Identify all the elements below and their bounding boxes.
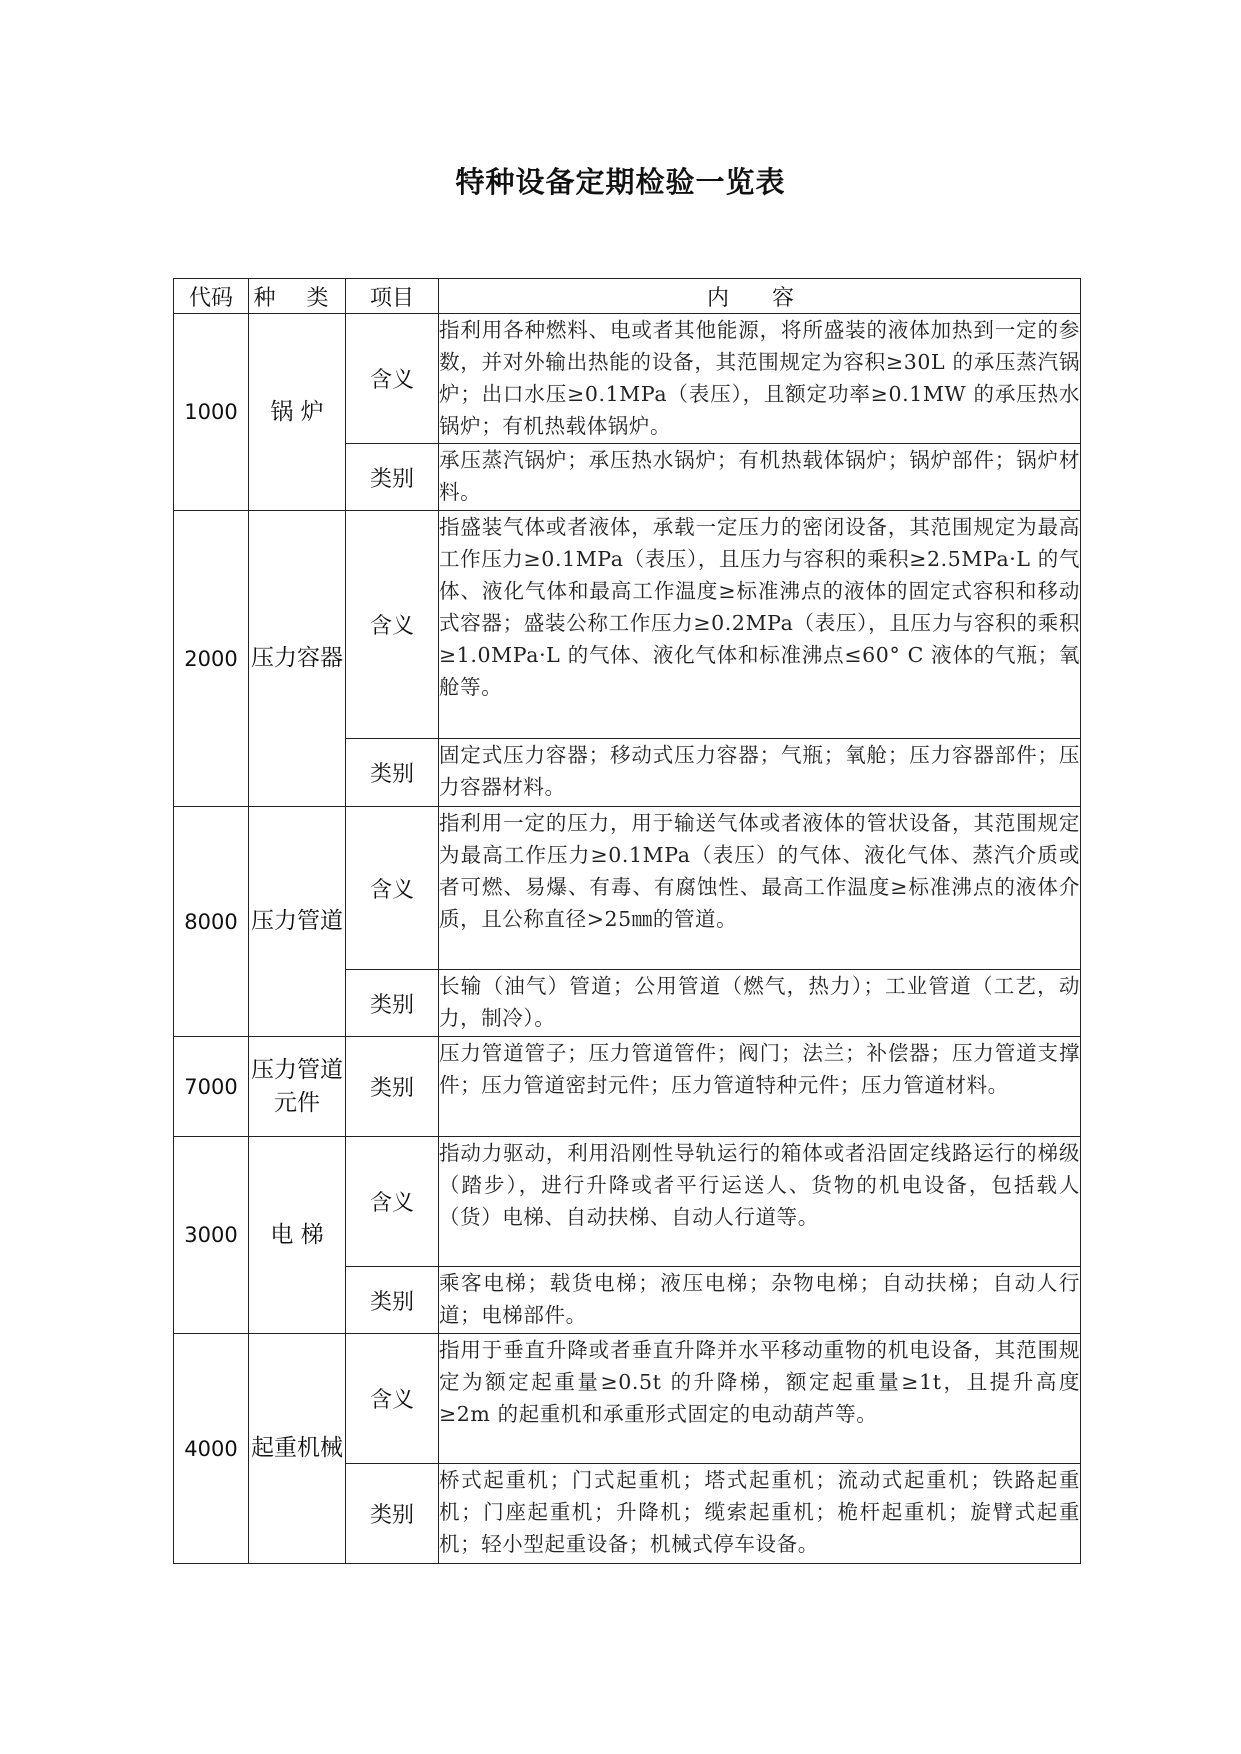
- inspection-table: [173, 278, 1081, 1564]
- row-type: 锅 炉: [249, 314, 346, 511]
- row-type: 压力管道元件: [249, 1037, 346, 1137]
- row-meaning-label: 含义: [346, 1137, 439, 1267]
- header-type: 种 类: [249, 279, 346, 314]
- row-code: 8000: [174, 807, 249, 1037]
- row-category-text: 乘客电梯；载货电梯；液压电梯；杂物电梯；自动扶梯；自动人行道；电梯部件。: [439, 1267, 1081, 1334]
- row-meaning-label: 含义: [346, 314, 439, 444]
- row-code: 4000: [174, 1334, 249, 1564]
- row-category-text: 承压蒸汽锅炉；承压热水锅炉；有机热载体锅炉；锅炉部件；锅炉材料。: [439, 444, 1081, 511]
- header-item: 项目: [346, 279, 439, 314]
- row-category-text: 桥式起重机；门式起重机；塔式起重机；流动式起重机；铁路起重机；门座起重机；升降机；缆索起重机；桅杆起重机；旋臂式起重机；轻小型起重设备；机械式停车设备。: [439, 1464, 1081, 1564]
- row-code: 3000: [174, 1137, 249, 1334]
- row-type: 起重机械: [249, 1334, 346, 1564]
- row-type: 压力管道: [249, 807, 346, 1037]
- table-row: [174, 807, 1081, 970]
- row-category-label: 类别: [346, 1267, 439, 1334]
- row-type: 压力容器: [249, 511, 346, 807]
- row-type: 电 梯: [249, 1137, 346, 1334]
- row-meaning-text: 指动力驱动，利用沿刚性导轨运行的箱体或者沿固定线路运行的梯级（踏步），进行升降或者平行运送人、货物的机电设备，包括载人（货）电梯、自动扶梯、自动人行道等。: [439, 1137, 1081, 1267]
- table-row: [174, 1037, 1081, 1137]
- row-meaning-text: 指盛装气体或者液体，承载一定压力的密闭设备，其范围规定为最高工作压力≥0.1MPa（表压），且压力与容积的乘积≥2.5MPa·L 的气体、液化气体和最高工作温度≥标准沸点的液体的固定式容积和移动式容器；盛装公称工作压力≥0.2MPa（表压），且压力与容积的乘积≥1.0MPa·L 的气体、液化气体和标准沸点≤60° C 液体的气瓶；氧舱等。: [439, 511, 1081, 739]
- header-code: 代码: [174, 279, 249, 314]
- row-meaning-text: 指利用各种燃料、电或者其他能源，将所盛装的液体加热到一定的参数，并对外输出热能的设备，其范围规定为容积≥30L 的承压蒸汽锅炉；出口水压≥0.1MPa（表压），且额定功率≥0.1MW 的承压热水锅炉；有机热载体锅炉。: [439, 314, 1081, 444]
- row-meaning-label: 含义: [346, 1334, 439, 1464]
- row-meaning-text: 指利用一定的压力，用于输送气体或者液体的管状设备，其范围规定为最高工作压力≥0.1MPa（表压）的气体、液化气体、蒸汽介质或者可燃、易爆、有毒、有腐蚀性、最高工作温度≥标准沸点的液体介质，且公称直径>25㎜的管道。: [439, 807, 1081, 970]
- row-category-label: 类别: [346, 444, 439, 511]
- table-row: [174, 511, 1081, 739]
- row-category-text: 长输（油气）管道；公用管道（燃气，热力）；工业管道（工艺，动力，制冷）。: [439, 970, 1081, 1037]
- row-meaning-text: 指用于垂直升降或者垂直升降并水平移动重物的机电设备，其范围规定为额定起重量≥0.5t 的升降梯，额定起重量≥1t，且提升高度≥2m 的起重机和承重形式固定的电动葫芦等。: [439, 1334, 1081, 1464]
- table-row: [174, 1137, 1081, 1267]
- table-header-row: [174, 279, 1081, 314]
- row-code: 2000: [174, 511, 249, 807]
- row-meaning-label: 含义: [346, 807, 439, 970]
- row-category-label: 类别: [346, 1037, 439, 1137]
- row-category-label: 类别: [346, 739, 439, 807]
- row-meaning-label: 含义: [346, 511, 439, 739]
- table-row: [174, 1334, 1081, 1464]
- row-category-text: 固定式压力容器；移动式压力容器；气瓶；氧舱；压力容器部件；压力容器材料。: [439, 739, 1081, 807]
- row-code: 1000: [174, 314, 249, 511]
- row-category-text: 压力管道管子；压力管道管件；阀门；法兰；补偿器；压力管道支撑件；压力管道密封元件；压力管道特种元件；压力管道材料。: [439, 1037, 1081, 1137]
- row-code: 7000: [174, 1037, 249, 1137]
- row-category-label: 类别: [346, 970, 439, 1037]
- row-category-label: 类别: [346, 1464, 439, 1564]
- header-content: 内 容: [439, 279, 1081, 314]
- table-row: [174, 314, 1081, 444]
- document-title: 特种设备定期检验一览表: [455, 165, 786, 199]
